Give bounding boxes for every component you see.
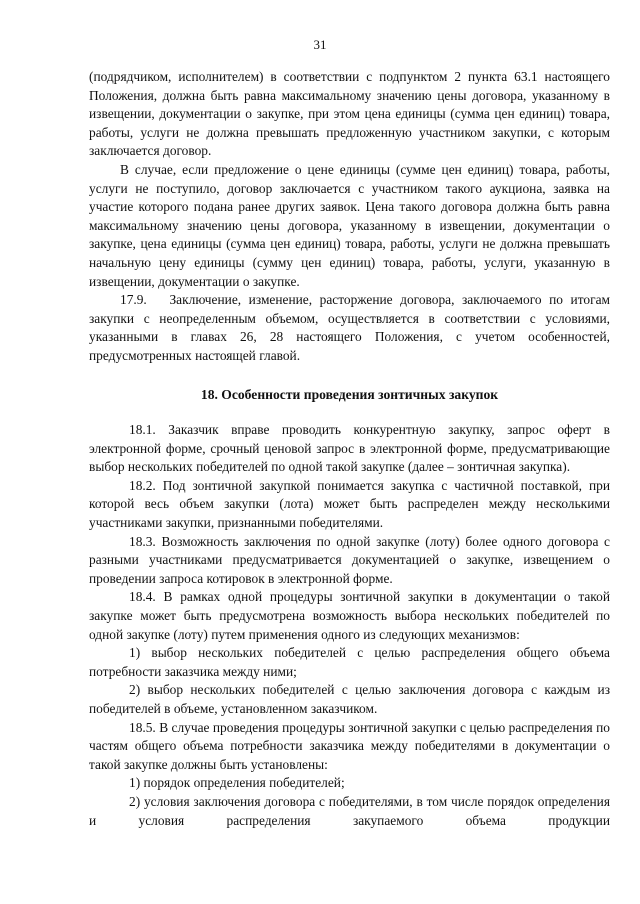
paragraph-18-2: 18.2. Под зонтичной закупкой понимается закупка с частичной поставкой, при которой весь объем закупки (лота) может быть распределен между несколькими участниками закупки, признанными победителями. [89,477,610,531]
paragraph-18-5: 18.5. В случае проведения процедуры зонтичной закупки с целью распределения по частям общего объема потребности заказчика между победителями в документации о такой закупке должны быть установлены: [89,719,610,772]
list-item: 1) порядок определения победителей; [129,775,345,791]
paragraph-18-3: 18.3. Возможность заключения по одной закупке (лоту) более одного договора с разными участниками предусматривается документацией о закупке, извещением о проведении запроса котировок в электронной форме. [89,533,610,586]
list-item: 2) выбор нескольких победителей с целью заключения договора с каждым из победителей в объеме, установленном заказчиком. [89,682,610,716]
list-item: 1) выбор нескольких победителей с целью распределения общего объема потребности заказчика между ними; [89,645,610,679]
list-item: 2) условия заключения договора с победителями, в том числе порядок определения и условия распределения закупаемого объема продукции [89,793,610,828]
paragraph-18-1: 18.1. Заказчик вправе проводить конкурентную закупку, запрос оферт в электронной форме, срочный ценовой запрос в электронной форме, предусматривающие выбор нескольких победителей по одной такой закупке (далее – зонтичная закупка). [89,422,610,475]
section-heading: 18. Особенности проведения зонтичных закупок [200,386,499,402]
document-body [89,68,610,830]
paragraph-17-9: 17.9. Заключение, изменение, расторжение договора, заключаемого по итогам закупки с неопределенным объемом, осуществляется в соответствии с условиями, указанными в главах 26, 28 настоящего Положения, с учетом особенностей, предусмотренных настоящей главой. [89,292,610,363]
page-number: 31 [313,37,327,52]
paragraph: (подрядчиком, исполнителем) в соответствии с подпунктом 2 пункта 63.1 настоящего Положения, должна быть равна максимальному значению цены договора, указанному в извещении, документации о закупке, при этом цена единицы (сумма цен единиц) товара, работы, услуги не должна превышать предложенную участником закупки, с которым заключается договор. [89,69,610,159]
paragraph-18-4: 18.4. В рамках одной процедуры зонтичной закупки в документации о такой закупке может быть предусмотрена возможность выбора нескольких победителей по одной закупке (лоту) путем применения одного из следующих механизмов: [89,589,610,642]
paragraph: В случае, если предложение о цене единицы (сумме цен единиц) товара, работы, услуги не поступило, договор заключается с участником такого аукциона, заявка на участие которого подана ранее других заявок. Цена такого договора должна быть равна максимальному значению цены договора, указанному в извещении, документации о закупке, цена единицы (сумма цен единиц) товара, работы, услуги не должна превышать начальную цену единицы (сумму цен единиц) товара, работы, услуги, указанную в извещении, документации о закупке. [89,161,610,289]
